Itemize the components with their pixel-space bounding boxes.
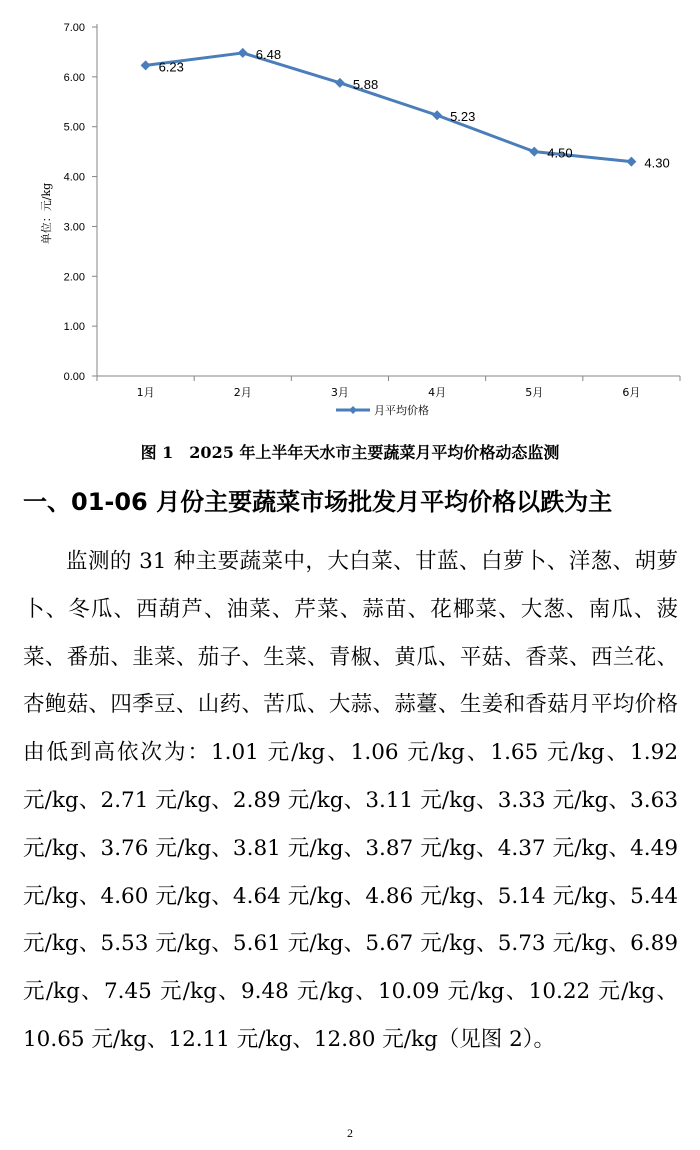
y-axis-label: 单位：元/kg (40, 182, 53, 245)
x-tick-label: 2月 (233, 386, 252, 399)
x-tick-label: 4月 (428, 386, 447, 399)
x-tick-label: 3月 (330, 386, 349, 399)
y-tick-label: 2.00 (63, 271, 85, 284)
y-tick-label: 3.00 (63, 221, 85, 234)
figure-caption: 图 1 2025 年上半年天水市主要蔬菜月平均价格动态监测 (140, 443, 560, 462)
data-point-marker (432, 110, 442, 120)
x-tick-label: 6月 (622, 386, 641, 399)
y-axis (40, 22, 97, 383)
legend-label: 月平均价格 (374, 404, 429, 417)
data-point-marker (529, 147, 539, 157)
chart-legend (336, 403, 429, 417)
data-label: 5.88 (352, 76, 379, 92)
data-point-marker (238, 48, 248, 58)
y-tick-label: 6.00 (63, 71, 85, 84)
legend-marker (349, 406, 357, 414)
x-tick-label: 5月 (525, 386, 544, 399)
body-paragraph: 监测的 31 种主要蔬菜中，大白菜、甘蓝、白萝卜、洋葱、胡萝卜、冬瓜、西葫芦、油菜、芹菜、蒜苗、花椰菜、大葱、南瓜、菠菜、番茄、韭菜、茄子、生菜、青椒、黄瓜、平菇、香菜、西兰花、杏鲍菇、四季豆、山药、苦瓜、大蒜、蒜薹、生姜和香菇月平均价格由低到高依次为：1.01 元/kg、1.06 元/kg、1.65 元/kg、1.92 元/kg、2.71 元/kg、2.89 元/kg、3.11 元/kg、3.33 元/kg、3.63 元/kg、3.76 元/kg、3.81 元/kg、3.87 元/kg、4.37 元/kg、4.49 元/kg、4.60 元/kg、4.64 元/kg、4.86 元/kg、5.14 元/kg、5.44 元/kg、5.53 元/kg、5.61 元/kg、5.67 元/kg、5.73 元/kg、6.89 元/kg、7.45 元/kg、9.48 元/kg、10.09 元/kg、10.22 元/kg、10.65 元/kg、12.11 元/kg、12.80 元/kg（见图 2）。 (23, 549, 678, 1052)
y-tick-label: 7.00 (63, 22, 85, 34)
data-label: 6.48 (255, 46, 282, 62)
data-point-marker (141, 60, 151, 70)
data-label: 4.50 (547, 145, 573, 161)
section-heading: 一、01-06 月份主要蔬菜市场批发月平均价格以跌为主 (23, 488, 613, 516)
data-label: 4.30 (644, 155, 670, 171)
data-point-marker (335, 78, 345, 88)
y-tick-label: 5.00 (63, 121, 85, 134)
page-number: 2 (347, 1126, 353, 1140)
y-tick-label: 0.00 (63, 371, 85, 383)
y-tick-label: 1.00 (63, 321, 85, 334)
data-label: 6.23 (158, 59, 184, 75)
x-tick-label: 1月 (136, 386, 155, 399)
data-label: 5.23 (450, 109, 476, 125)
data-point-marker (626, 157, 636, 167)
x-axis (97, 376, 680, 399)
price-line-chart (0, 0, 700, 430)
y-tick-label: 4.00 (63, 171, 85, 184)
series-monthly-average-price (141, 47, 670, 171)
